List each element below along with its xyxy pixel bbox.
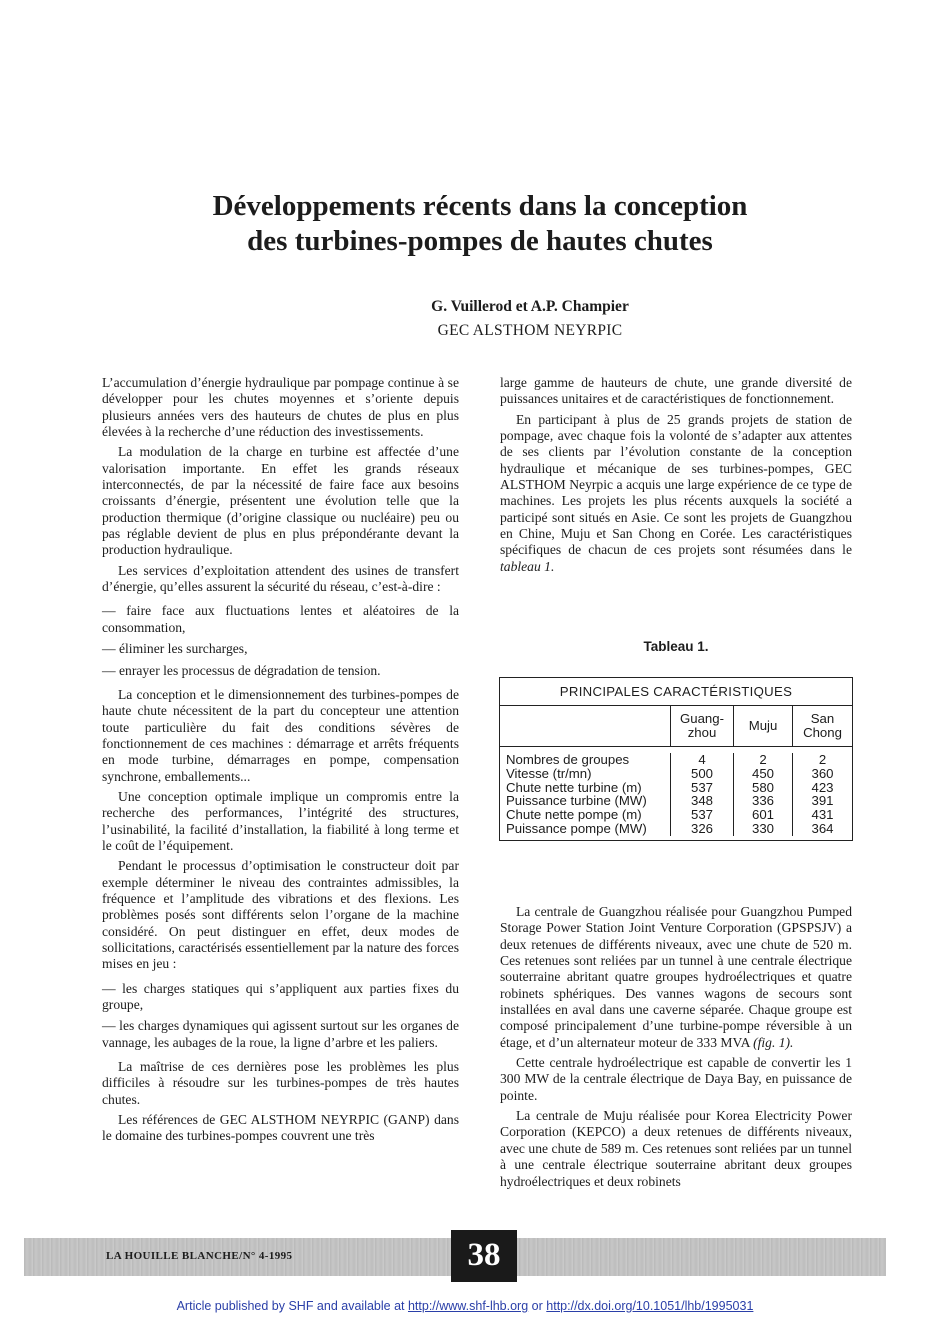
row-label: Chute nette turbine (m) xyxy=(506,779,642,795)
column-header-san-chong: San Chong xyxy=(792,706,852,746)
table-cell: 537 xyxy=(690,779,713,795)
page-number: 38 xyxy=(467,1237,501,1273)
figure-reference: (fig. 1). xyxy=(753,1034,794,1050)
column-header-muju: Muju xyxy=(733,706,792,746)
row-label: Chute nette pompe (m) xyxy=(506,807,642,823)
list-item: — enrayer les processus de dégradation de tension. xyxy=(102,662,381,678)
table-cell: 360 xyxy=(811,765,834,781)
table-corner xyxy=(500,706,670,746)
table-cell: 431 xyxy=(811,807,834,823)
credit-or: or xyxy=(531,1299,543,1313)
paragraph: La maîtrise de ces dernières pose les problèmes les plus difficiles à résoudre sur les turbines-pompes de très hautes chutes. xyxy=(102,1059,459,1107)
row-labels xyxy=(500,753,670,836)
table-cell: 391 xyxy=(811,793,834,809)
paragraph: La centrale de Muju réalisée pour Korea Electricity Power Corporation (KEPCO) a deux retenues de différents niveaux, avec une chute de 589 m. Ces retenues sont reliées par un tunnel à une centrale électrique souterraine abritant deux groupes hydroélectriques et deux robinets xyxy=(500,1108,852,1189)
shf-link[interactable]: http://www.shf-lhb.org xyxy=(407,1299,529,1313)
guangzhou-values xyxy=(670,753,733,836)
table-body xyxy=(500,747,852,840)
list-item: — les charges dynamiques qui agissent surtout sur les organes de vannage, les aubages de la roue, la ligne d’arbre et les paliers. xyxy=(102,1018,459,1050)
table-header: PRINCIPALES CARACTÉRISTIQUES xyxy=(500,678,852,706)
title-line-1: Développements récents dans la conception xyxy=(212,190,748,222)
row-label: Puissance pompe (MW) xyxy=(506,820,647,836)
table-cell: 500 xyxy=(690,765,713,781)
paragraph: large gamme de hauteurs de chute, une grande diversité de puissances unitaires et de caractéristiques de fonctionnement. xyxy=(500,375,852,407)
article-title xyxy=(100,189,860,259)
table-cell: 450 xyxy=(751,765,774,781)
paragraph xyxy=(500,904,852,1051)
table-cell: 348 xyxy=(690,793,713,809)
paragraph-text: La centrale de Guangzhou réalisée pour Guangzhou Pumped Storage Power Station Joint Venture Corporation (GPSPSJV) a deux retenues de différents niveaux, avec une chute de 520 m. Ces retenues sont reliées par un tunnel à une centrale électrique souterraine abritant quatre groupes hydroélectriques et quatre robinets sphériques. Des vannes wagons de secours sont installées en aval dans une caverne séparée. Chaque groupe est composé principalement d’une turbine-pompe réversible à un étage, et d’un alternateur moteur de 333 MVA xyxy=(500,904,852,1050)
list-item: — les charges statiques qui s’appliquent aux parties fixes du groupe, xyxy=(102,980,459,1013)
table-caption: Tableau 1. xyxy=(643,639,709,654)
table-cell: 423 xyxy=(811,779,834,795)
journal-name: LA HOUILLE BLANCHE/N° 4-1995 xyxy=(106,1250,293,1262)
paragraph: Une conception optimale implique un compromis entre la recherche des performances, l’intégrité des structures, l’usinabilité, la facilité d’installation, la fiabilité à long terme et le coût de l’équipement. xyxy=(102,788,459,853)
paragraph: La modulation de la charge en turbine est affectée d’une valorisation importante. En effet les grands réseaux interconnectés, de par la nécessité de faire face aux besoins croissants d’énergie, présentent une évolution telle que la production thermique (d’origine classique ou nucléaire) peu ou pas réglable devient de plus en plus prépondérante devant la production hydraulique. xyxy=(102,444,459,558)
title-line-2: des turbines-pompes de hautes chutes xyxy=(247,225,713,257)
table-cell: 2 xyxy=(818,752,827,767)
list-item: — éliminer les surcharges, xyxy=(102,641,248,657)
row-label: Puissance turbine (MW) xyxy=(506,793,647,809)
paragraph: Les services d’exploitation attendent des usines de transfert d’énergie, qu’elles assurent la sécurité du réseau, c’est-à-dire : xyxy=(102,562,459,595)
column-right-bottom xyxy=(500,904,852,1194)
table-cell: 330 xyxy=(751,820,774,836)
publication-credit xyxy=(0,1299,930,1313)
table-cell: 601 xyxy=(751,807,774,823)
doi-link[interactable]: http://dx.doi.org/10.1051/lhb/1995031 xyxy=(546,1299,754,1313)
paragraph xyxy=(500,412,852,575)
paragraph: Les références de GEC ALSTHOM NEYRPIC (GANP) dans le domaine des turbines-pompes couvrent une très xyxy=(102,1112,459,1144)
san-chong-values xyxy=(792,753,852,836)
table-reference: tableau 1. xyxy=(500,558,555,574)
table-cell: 4 xyxy=(698,752,706,767)
row-label: Vitesse (tr/mn) xyxy=(506,765,592,781)
table-cell: 537 xyxy=(690,807,713,823)
column-right-top xyxy=(500,375,852,579)
table-cell: 336 xyxy=(751,793,774,809)
list-item: — faire face aux fluctuations lentes et aléatoires de la consommation, xyxy=(102,603,459,635)
affiliation: GEC ALSTHOM NEYRPIC xyxy=(437,322,623,339)
paragraph: Cette centrale hydroélectrique est capable de convertir les 1 300 MW de la centrale électrique de Daya Bay, en puissance de pointe. xyxy=(500,1055,852,1103)
paragraph: L’accumulation d’énergie hydraulique par pompage continue à se développer pour les chutes moyennes et s’oriente depuis plusieurs années vers des hauteurs de chutes de plus en plus élevées à la recherche d’une réduction des investissements. xyxy=(102,375,459,440)
paragraph: La conception et le dimensionnement des turbines-pompes de haute chute nécessitent de la part du concepteur une attention toute particulière du fait des conditions sévères de fonctionnement de ces machines : démarrage et arrêts fréquents en mode turbine, démarrages en pompe, compensation synchrone, emballements... xyxy=(102,686,459,784)
characteristics-table xyxy=(499,677,853,841)
muju-values xyxy=(733,753,792,836)
row-label: Nombres de groupes xyxy=(506,752,630,767)
paragraph-text: En participant à plus de 25 grands projets de station de pompage, avec chaque fois la volonté de s’adapter aux attentes de ses clients par l’évolution constante de la conception hydraulique et mécanique de ses turbines-pompes, GEC ALSTHOM Neyrpic a acquis une large expérience de ce type de machines. Les projets les plus récents auxquels la société a participé sont situés en Asie. Ce sont les projets de Guangzhou en Chine, Muju et San Chong en Corée. Les caractéristiques spécifiques de chacun de ces projets sont résumées dans le xyxy=(500,411,852,558)
column-header-guangzhou: Guang-zhou xyxy=(670,706,733,746)
table-cell: 580 xyxy=(751,779,774,795)
paragraph: Pendant le processus d’optimisation le constructeur doit par exemple déterminer le niveau des contraintes admissibles, la fréquence et l’amplitude des vibrations et des flexions. Les problèmes posés sont différents selon l’organe de la machine considéré. On peut distinguer en effet, deux modes de sollicitations, caractérisés essentiellement par la nature des forces mises en jeu : xyxy=(102,858,459,972)
authors: G. Vuillerod et A.P. Champier xyxy=(431,298,629,315)
table-cell: 2 xyxy=(759,752,767,767)
table-cell: 326 xyxy=(690,820,713,836)
column-left xyxy=(102,375,459,1149)
credit-prefix: Article published by SHF and available at xyxy=(176,1299,405,1313)
table-column-headers xyxy=(500,706,852,747)
table-cell: 364 xyxy=(811,820,834,836)
